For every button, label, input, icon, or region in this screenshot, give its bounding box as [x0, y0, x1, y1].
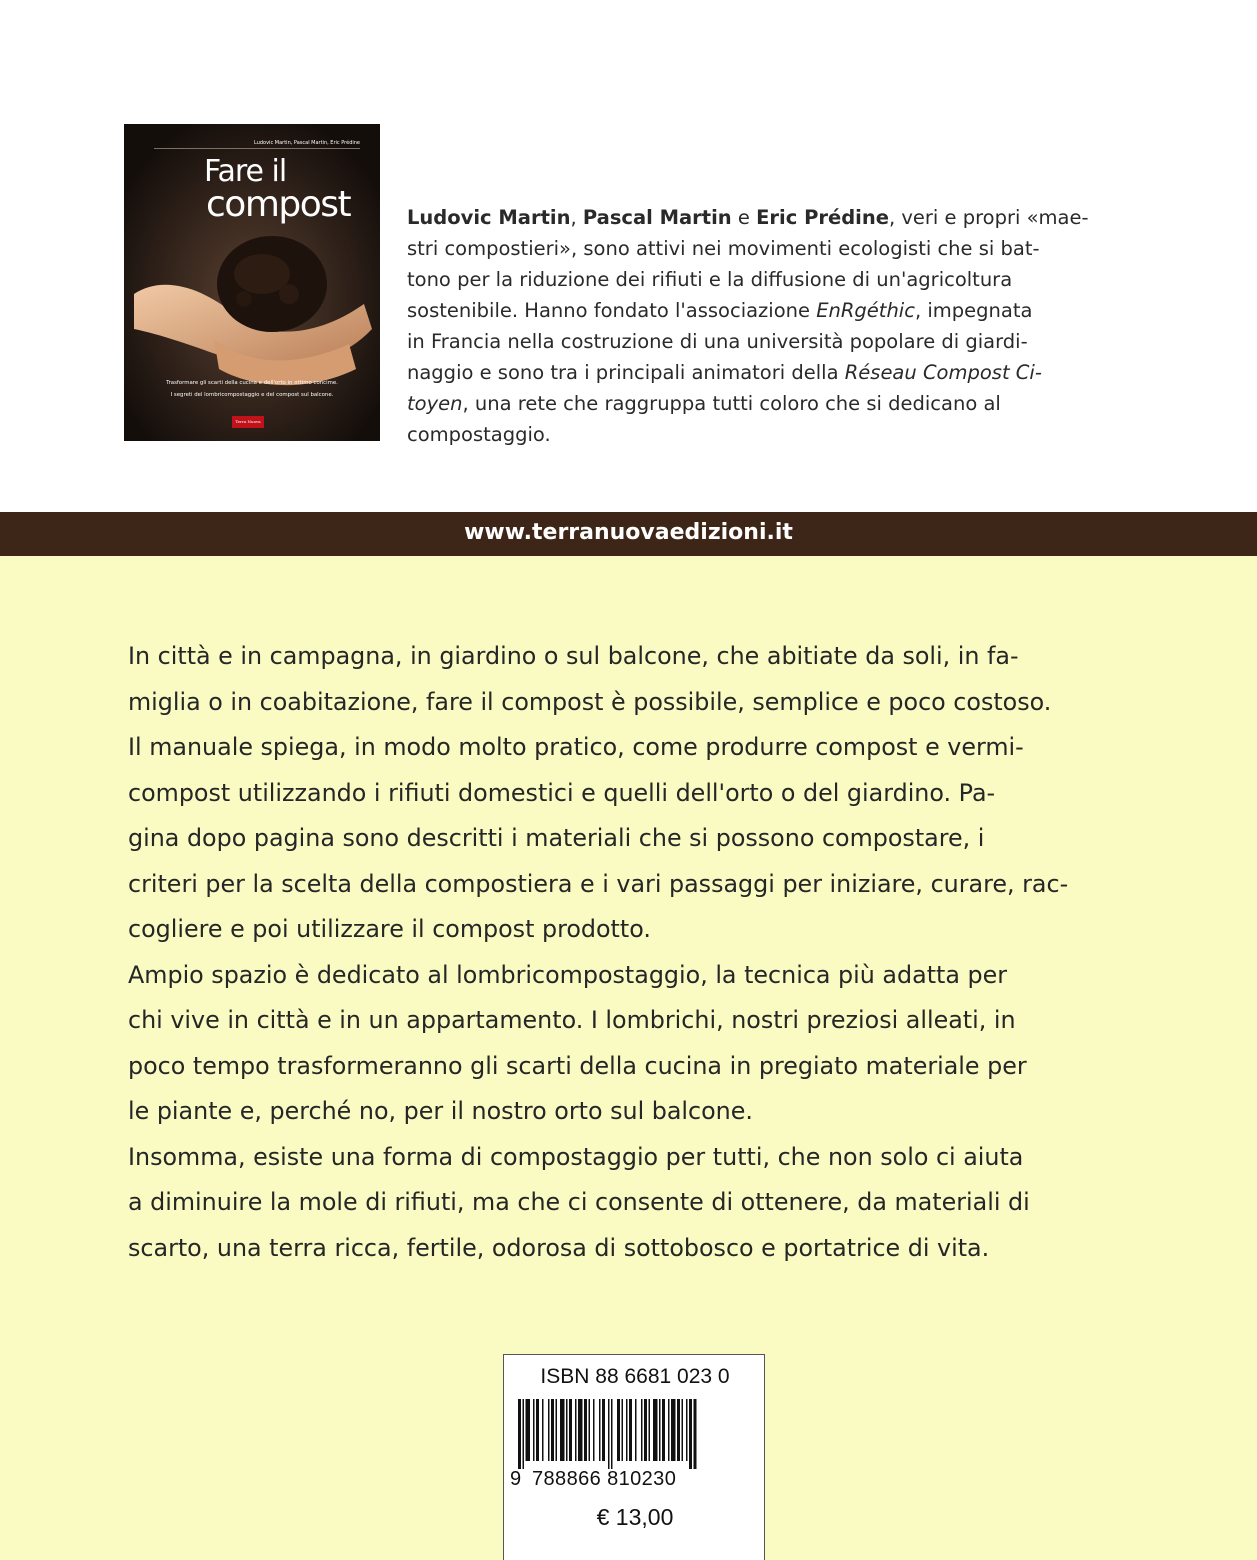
- barcode-bar: [644, 1399, 647, 1461]
- barcode-bar: [526, 1399, 531, 1461]
- barcode-bar: [629, 1399, 632, 1461]
- barcode-bar: [622, 1399, 624, 1461]
- description-line: Insomma, esiste una forma di compostaggio per tutti, che non solo ci aiuta: [128, 1142, 1024, 1171]
- barcode-bar: [662, 1399, 665, 1461]
- url-band: [0, 512, 1257, 556]
- barcode-bar: [523, 1399, 525, 1469]
- description-line: a diminuire la mole di rifiuti, ma che ci consente di ottenere, da materiali di: [128, 1188, 1030, 1216]
- barcode-bar: [635, 1399, 637, 1461]
- barcode-bar: [589, 1399, 591, 1461]
- barcode-bar: [677, 1399, 680, 1461]
- ean-digits: 788866 810230: [532, 1468, 677, 1490]
- barcode-bar: [542, 1399, 544, 1461]
- cover-tagline-1: Trasformare gli scarti della cucina e dell'orto in ottimo concime.: [166, 380, 338, 386]
- bio-text: ,: [570, 206, 583, 229]
- description-line: compost utilizzando i rifiuti domestici e quelli dell'orto o del giardino. Pa-: [128, 778, 996, 807]
- price: € 13,00: [596, 1504, 674, 1530]
- bio-text: , impegnata: [914, 299, 1033, 322]
- author-name: Ludovic Martin: [407, 206, 571, 229]
- barcode-bar: [560, 1399, 565, 1461]
- barcode-bar: [659, 1399, 661, 1461]
- barcode-bar: [686, 1399, 688, 1461]
- barcode-bar: [611, 1399, 613, 1469]
- bio-line: [407, 202, 1129, 233]
- barcode-bar: [584, 1399, 587, 1461]
- barcode-bar: [668, 1399, 670, 1461]
- barcode-bar: [536, 1399, 539, 1461]
- barcode-bar: [602, 1399, 605, 1461]
- barcode-bar: [671, 1399, 676, 1461]
- barcode-bar: [518, 1399, 521, 1469]
- description-line: chi vive in città e in un appartamento. I lombrichi, nostri preziosi alleati, in: [128, 1006, 1016, 1034]
- bio-text: naggio e sono tra i principali animatori della: [407, 361, 845, 384]
- network-name: toyen: [407, 392, 463, 415]
- barcode-bar: [649, 1399, 651, 1461]
- description-line: gina dopo pagina sono descritti i materiali che si possono compostare, i: [128, 824, 985, 852]
- barcode-bar: [575, 1399, 577, 1461]
- barcode-bar: [694, 1399, 697, 1469]
- barcode-bar: [556, 1399, 558, 1461]
- description-line: cogliere e poi utilizzare il compost prodotto.: [128, 915, 651, 943]
- bio-line: compostaggio.: [407, 423, 551, 446]
- barcode-icon: [518, 1399, 752, 1469]
- description-line: Ampio spazio è dedicato al lombricompostaggio, la tecnica più adatta per: [128, 960, 1008, 989]
- description-line: criteri per la scelta della compostiera e i vari passaggi per iniziare, curare, rac-: [128, 869, 1069, 898]
- description-line: poco tempo trasformeranno gli scarti della cucina in pregiato materiale per: [128, 1051, 1027, 1080]
- bio-line: stri compostieri», sono attivi nei movimenti ecologisti che si bat-: [407, 237, 1040, 260]
- barcode-bar: [617, 1399, 620, 1461]
- publisher-url[interactable]: www.terranuovaedizioni.it: [464, 520, 793, 545]
- cover-title-line1: Fare il: [204, 154, 287, 189]
- bio-text: sostenibile. Hanno fondato l'associazione: [407, 299, 817, 322]
- description-line: In città e in campagna, in giardino o sul balcone, che abitiate da soli, in fa-: [128, 642, 1019, 670]
- barcode-bar: [653, 1399, 658, 1461]
- author-bio: [407, 202, 1129, 450]
- bio-line: [407, 357, 1129, 388]
- ean-lead-digit: 9: [510, 1468, 522, 1490]
- barcode-bar: [608, 1399, 610, 1469]
- barcode-bar: [548, 1399, 550, 1461]
- barcode-bar: [593, 1399, 595, 1461]
- bio-line: in Francia nella costruzione di una università popolare di giardi-: [407, 330, 1028, 353]
- barcode-bar: [566, 1399, 568, 1461]
- bio-line: [407, 295, 1129, 326]
- bio-line: [407, 388, 1129, 419]
- barcode-bar: [578, 1399, 583, 1461]
- barcode-bar: [626, 1399, 628, 1461]
- isbn-text: ISBN 88 6681 023 0: [540, 1365, 730, 1388]
- publisher-logo: Terra Nuova: [232, 416, 264, 428]
- cover-title-line2: compost: [206, 184, 351, 225]
- cover-tagline-2: I segreti del lombricompostaggio e del compost sul balcone.: [170, 392, 334, 398]
- bio-text: , una rete che raggruppa tutti coloro che si dedicano al: [462, 392, 1001, 415]
- bio-line: tono per la riduzione dei rifiuti e la diffusione di un'agricoltura: [407, 268, 1013, 291]
- barcode-bar: [599, 1399, 601, 1461]
- author-name: Pascal Martin: [582, 206, 732, 229]
- cover-rule: [154, 148, 360, 149]
- barcode-bar: [682, 1399, 684, 1461]
- description-line: Il manuale spiega, in modo molto pratico, come produrre compost e vermi-: [128, 733, 1024, 761]
- barcode-box: [503, 1354, 765, 1560]
- book-description: [128, 634, 1138, 1271]
- description-line: le piante e, perché no, per il nostro orto sul balcone.: [128, 1097, 753, 1125]
- cover-thumbnail: [124, 124, 380, 441]
- network-name: Réseau Compost Ci-: [844, 361, 1042, 384]
- author-name: Eric Prédine: [756, 206, 889, 229]
- association-name: EnRgéthic: [816, 299, 915, 322]
- barcode-bar: [689, 1399, 692, 1469]
- bio-text: , veri e propri «mae-: [888, 206, 1089, 229]
- cover-authors: Ludovic Martin, Pascal Martin, Eric Prédine: [254, 140, 360, 146]
- bio-text: e: [731, 206, 757, 229]
- barcode-bar: [551, 1399, 554, 1461]
- upper-white-panel: [0, 0, 1257, 512]
- barcode-bar: [641, 1399, 643, 1461]
- description-line: scarto, una terra ricca, fertile, odorosa di sottobosco e portatrice di vita.: [128, 1233, 990, 1262]
- barcode-bar: [533, 1399, 535, 1461]
- barcode-bar: [569, 1399, 572, 1461]
- description-line: miglia o in coabitazione, fare il compost è possibile, semplice e poco costoso.: [128, 687, 1052, 716]
